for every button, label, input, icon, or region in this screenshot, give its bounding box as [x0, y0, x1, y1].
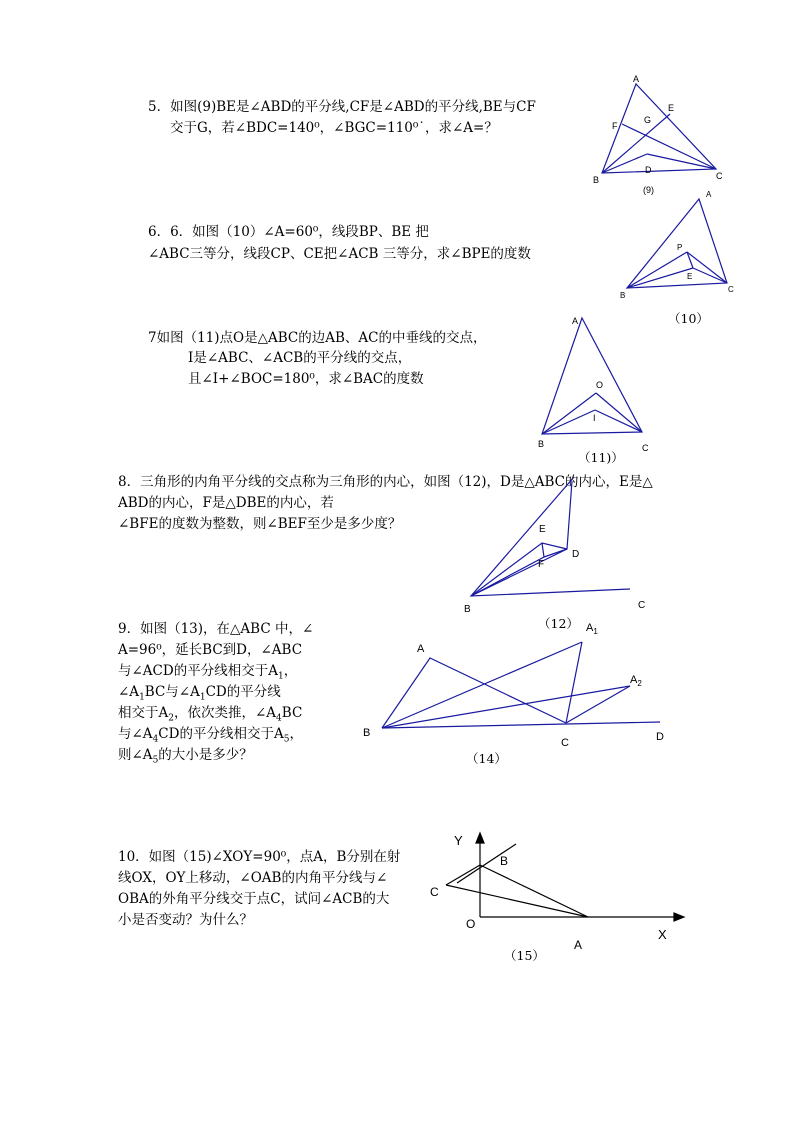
problem-6-line-1: 6．6．如图（10）∠A=60⁰，线段BP、BE 把 — [148, 224, 429, 240]
problem-5-line-1: 5．如图(9)BE是∠ABD的平分线,CF是∠ABD的平分线,BE与CF — [148, 99, 536, 115]
axes-15 — [476, 833, 684, 921]
triangle-abc-14 — [382, 658, 566, 728]
line-bp — [627, 252, 687, 288]
line-dc — [647, 154, 716, 169]
label-b: B — [593, 175, 600, 185]
label-e: E — [687, 272, 693, 281]
line-bd — [382, 722, 660, 728]
label-a2: $A_2$ — [630, 674, 642, 688]
problem-9-line-4: $\angle A_1BC$与$\angle A_1CD$的平分线 — [118, 684, 281, 703]
label-d: D — [572, 549, 580, 560]
line-ab — [480, 865, 588, 917]
label-c: C — [561, 737, 569, 749]
problem-9-line-6: 与$\angle A_4CD$的平分线相交于$A_5$， — [118, 726, 303, 745]
problem-6-line-2: ∠ABC三等分，线段CP、CE把∠ACB 三等分，求∠BPE的度数 — [148, 246, 531, 262]
label-o: O — [466, 917, 476, 931]
label-a: A — [572, 316, 579, 326]
label-c: C — [430, 885, 439, 899]
label-b: B — [500, 854, 509, 868]
line-ci — [595, 410, 642, 432]
label-i: I — [593, 413, 596, 423]
problem-9-line-2: A=96⁰，延长BC到D，∠ABC — [118, 642, 303, 658]
problem-10-line-2: 线OX，OY上移动，∠OAB的内角平分线与∠ — [118, 870, 388, 886]
line-cf — [622, 124, 716, 169]
label-p: P — [677, 243, 683, 252]
problem-9-line-3: 与∠ACD的平分线相交于$A_1$， — [118, 663, 298, 682]
caption-11: （11)） — [578, 450, 624, 465]
problem-10-line-1: 10．如图（15)∠XOY=90⁰，点A，B分别在射 — [118, 849, 401, 865]
caption-15: （15） — [504, 948, 545, 963]
label-c: C — [728, 285, 734, 294]
label-a: A — [417, 643, 425, 655]
label-a1: $A_1$ — [586, 622, 598, 636]
label-g: G — [644, 115, 652, 125]
label-a: A — [574, 938, 583, 952]
label-d: D — [656, 731, 664, 743]
line-fd — [544, 549, 567, 557]
label-b: B — [620, 291, 626, 300]
figure-14 — [360, 615, 680, 750]
figure-11 — [530, 310, 660, 460]
figure-12 — [450, 465, 660, 615]
label-c: C — [638, 600, 646, 611]
problem-8-line-3: ∠BFE的度数为整数，则∠BEF至少是多少度？ — [118, 516, 402, 532]
triangle-abc-11 — [542, 318, 642, 434]
problem-5-line-2: 交于G，若∠BDC=140⁰，∠BGC=110⁰˙，求∠A=？ — [170, 120, 498, 136]
problem-10-line-4: 小是否变动？为什么？ — [118, 912, 253, 928]
label-c: C — [716, 171, 723, 181]
label-a: A — [706, 190, 712, 199]
label-e: E — [539, 524, 546, 535]
caption-9: (9) — [643, 185, 654, 195]
label-d: D — [645, 165, 652, 175]
problem-10-line-3: OBA的外角平分线交于点C，试问∠ACB的大 — [118, 891, 390, 907]
label-b: B — [363, 727, 371, 739]
label-b: B — [464, 604, 471, 615]
label-y: Y — [454, 833, 463, 848]
x-arrow — [674, 913, 684, 921]
figure-15 — [420, 825, 690, 955]
triangle-abc-9 — [602, 84, 716, 173]
figure-9 — [590, 72, 730, 202]
label-f: F — [538, 559, 545, 570]
problem-8-line-2: ABD的内心，F是△DBE的内心，若 — [118, 495, 334, 511]
problem-7-line-2: I是∠ABC、∠ACB的平分线的交点， — [188, 350, 412, 366]
problem-8-line-1: 8．三角形的内角平分线的交点称为三角形的内心，如图（12)，D是△ABC的内心，E是△ — [118, 474, 653, 490]
caption-14: （14） — [466, 751, 507, 766]
label-c: C — [642, 443, 649, 453]
caption-10: （10） — [668, 311, 709, 326]
line-co — [596, 393, 642, 432]
problem-9-line-1: 9．如图（13)，在△ABC 中，∠ — [118, 621, 314, 637]
caption-12: （12） — [538, 616, 579, 631]
figure-10 — [615, 188, 745, 303]
label-o: O — [596, 380, 604, 390]
label-a: A — [633, 74, 640, 84]
problem-9-line-7: 则$\angle A_5$的大小是多少？ — [118, 747, 253, 766]
y-arrow — [476, 833, 484, 843]
problem-7-line-3: 且∠I+∠BOC=180⁰，求∠BAC的度数 — [188, 371, 424, 387]
label-e: E — [668, 103, 675, 113]
label-b: B — [538, 439, 545, 449]
problem-9-line-5: 相交于$A_2$，依次类推，$\angle A_4BC$ — [118, 705, 303, 724]
line-c-a1 — [566, 642, 582, 723]
line-cb — [446, 865, 480, 885]
label-x: X — [658, 927, 667, 942]
label-f: F — [612, 121, 618, 131]
line-ca — [446, 885, 588, 917]
problem-7-line-1: 7如图（11)点O是△ABC的边AB、AC的中垂线的交点， — [148, 330, 487, 346]
